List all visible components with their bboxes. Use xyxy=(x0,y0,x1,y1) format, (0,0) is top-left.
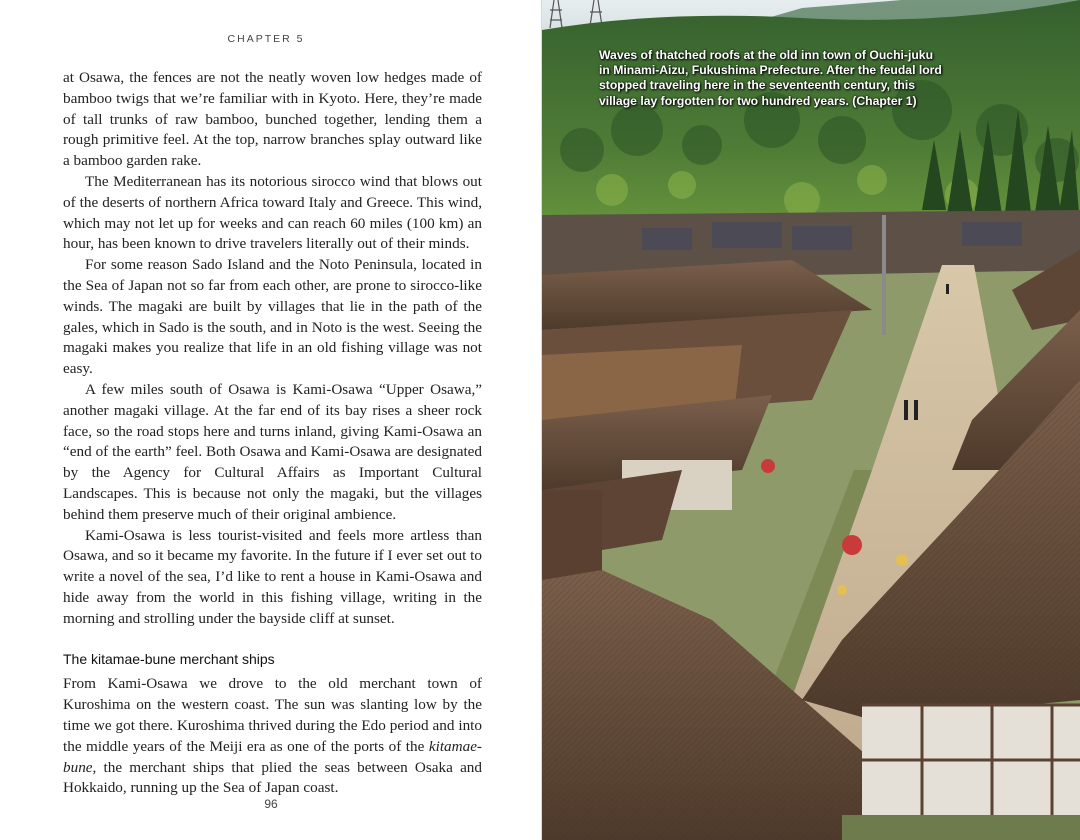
chapter-header: CHAPTER 5 xyxy=(227,33,305,45)
page-number: 96 xyxy=(264,797,278,811)
paragraph-5: Kami-Osawa is less tourist-visited and feels more artless than Osawa, and so it became my favorite. In the future if I ever set out to write a novel of the sea, I’d like to rent a house in Kami-Osawa and hide away from the world in this fishing village, writing in the morning and strolling under the bayside cliff at sunset. xyxy=(63,526,482,627)
body-text xyxy=(63,68,482,799)
right-page xyxy=(542,0,1080,840)
paragraph-4: A few miles south of Osawa is Kami-Osawa “Upper Osawa,” another magaki village. At the far end of its bay rises a sheer rock face, so the road stops here and turns inland, giving Kami-Osawa an “end of the earth” feel. Both Osawa and Kami-Osawa are designated by the Agency for Cultural Affairs as Important Cultural Landscapes. This is because not only the magaki, but the villages behind them preserve much of their original ambience. xyxy=(63,380,482,523)
photo-caption: Waves of thatched roofs at the old inn town of Ouchi-juku in Minami-Aizu, Fukushima Prefecture. After the feudal lord stopped traveling here in the seventeenth century, this village lay forgotten for two hundred years. (Chapter 1) xyxy=(599,48,942,108)
paragraph-2: The Mediterranean has its notorious sirocco wind that blows out of the deserts of northern Africa toward Italy and Greece. This wind, which may not let up for weeks and can reach 60 miles (100 km) an hour, has been known to drive travelers literally out of their minds. xyxy=(63,172,482,253)
paragraph-1: at Osawa, the fences are not the neatly woven low hedges made of bamboo twigs that we’re familiar with in Kyoto. Here, they’re made of tall trunks of raw bamboo, bunched together, lending them a rough primitive feel. At the top, narrow branches splay outward like a bamboo garden rake. xyxy=(63,69,482,170)
village-photo xyxy=(542,0,1080,840)
section-text-italic: kitamae-bune xyxy=(63,737,482,776)
section-heading: The kitamae-bune merchant ships xyxy=(63,650,275,667)
section-text-a: From Kami-Osawa we drove to the old merchant town of Kuroshima on the western coast. The sun was slanting low by the time we got there. Kuroshima thrived during the Edo period and into the middle years of the Meiji era as one of the ports of the xyxy=(63,675,482,755)
section-paragraph xyxy=(63,674,482,799)
paragraph-3: For some reason Sado Island and the Noto Peninsula, located in the Sea of Japan not so far from each other, are prone to sirocco-like winds. The magaki are built by villages that lie in the path of the gales, which in Sado is the south, and in Noto is the west. Seeing the magaki makes you realize that life in an old fishing village was not easy. xyxy=(63,256,482,378)
section-text-b: , the merchant ships that plied the seas between Osaka and Hokkaido, running up the Sea of Japan coast. xyxy=(63,758,482,797)
